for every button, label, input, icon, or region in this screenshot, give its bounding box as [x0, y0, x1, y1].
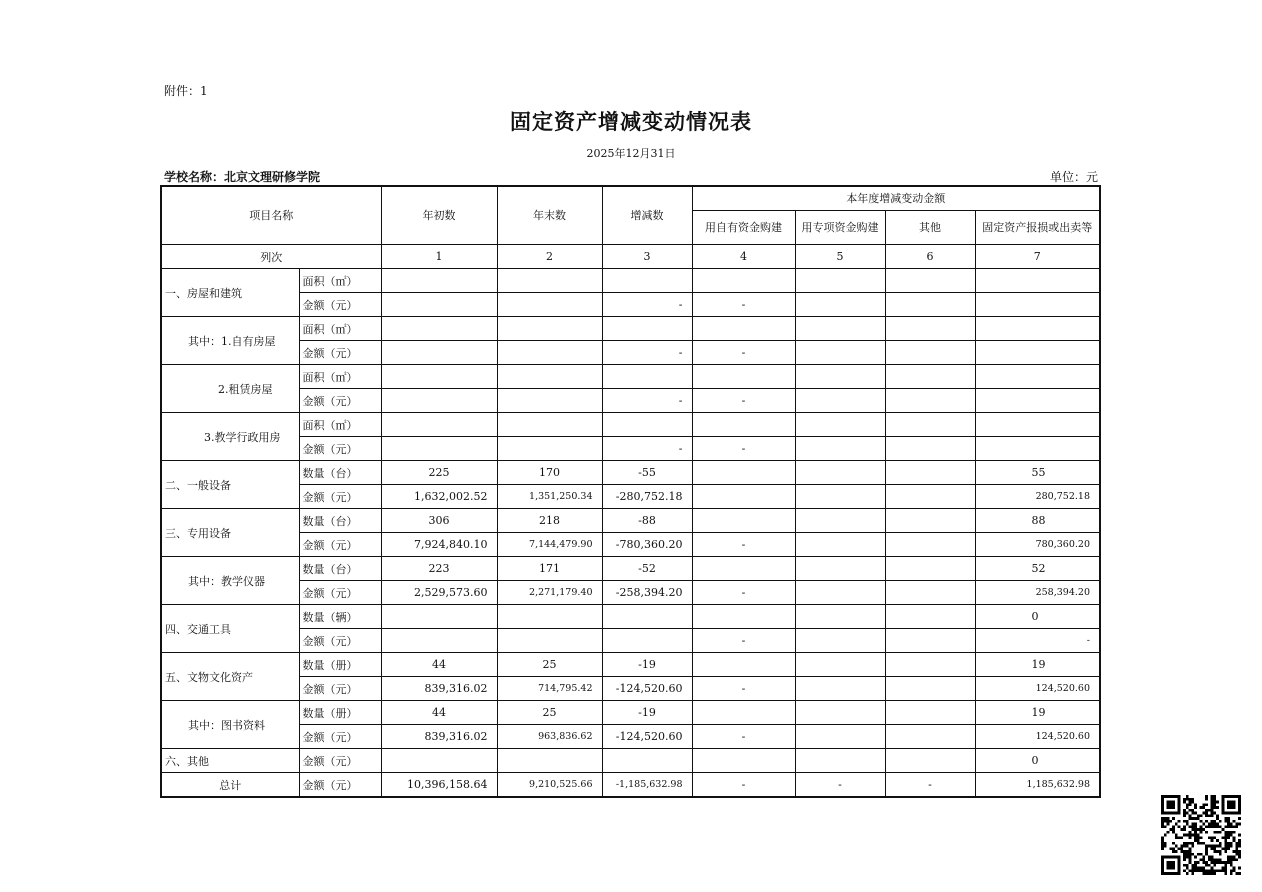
cell-other — [885, 749, 975, 773]
row-unit: 金额（元） — [299, 485, 381, 509]
table-row — [161, 581, 1100, 605]
table-row — [161, 701, 1100, 725]
cell-special-funds — [795, 389, 885, 413]
cell-start: 839,316.02 — [381, 725, 497, 749]
cell-own-funds — [692, 461, 795, 485]
cell-other — [885, 437, 975, 461]
page-title: 固定资产增减变动情况表 — [510, 109, 752, 134]
cell-disposal — [975, 389, 1100, 413]
cell-start: 44 — [381, 653, 497, 677]
cell-change — [602, 749, 692, 773]
column-index-row — [161, 245, 1100, 269]
table-row — [161, 677, 1100, 701]
table-row — [161, 269, 1100, 293]
cell-change — [602, 629, 692, 653]
cell-start — [381, 413, 497, 437]
cell-change — [602, 269, 692, 293]
row-unit: 面积（㎡） — [299, 365, 381, 389]
currency-unit: 单位：元 — [1049, 170, 1098, 184]
cell-change: -19 — [602, 653, 692, 677]
cell-change: -258,394.20 — [602, 581, 692, 605]
school-name: 学校名称：北京文理研修学院 — [164, 170, 321, 184]
table-row — [161, 389, 1100, 413]
cell-end: 25 — [497, 701, 602, 725]
header-own-funds: 用自有资金购建 — [692, 211, 795, 245]
cell-end — [497, 365, 602, 389]
table-row — [161, 461, 1100, 485]
row-unit: 金额（元） — [299, 293, 381, 317]
cell-disposal: 0 — [975, 605, 1100, 629]
cell-special-funds — [795, 437, 885, 461]
cell-own-funds: - — [692, 581, 795, 605]
header-end: 年末数 — [497, 186, 602, 245]
cell-change — [602, 317, 692, 341]
cell-end: 963,836.62 — [497, 725, 602, 749]
cell-other — [885, 533, 975, 557]
table-row — [161, 749, 1100, 773]
cell-special-funds — [795, 293, 885, 317]
table-row — [161, 509, 1100, 533]
cell-start — [381, 629, 497, 653]
cell-start — [381, 605, 497, 629]
col-index-1: 1 — [381, 245, 497, 269]
table-row — [161, 605, 1100, 629]
cell-change — [602, 605, 692, 629]
cell-start: 223 — [381, 557, 497, 581]
row-name: 五、文物文化资产 — [161, 653, 299, 701]
cell-end: 9,210,525.66 — [497, 773, 602, 798]
table-row — [161, 629, 1100, 653]
cell-end — [497, 317, 602, 341]
cell-end — [497, 413, 602, 437]
cell-other — [885, 341, 975, 365]
cell-special-funds — [795, 629, 885, 653]
table-row — [161, 653, 1100, 677]
cell-disposal — [975, 317, 1100, 341]
cell-disposal: 780,360.20 — [975, 533, 1100, 557]
cell-change: -124,520.60 — [602, 725, 692, 749]
row-name: 六、其他 — [161, 749, 299, 773]
cell-disposal: 88 — [975, 509, 1100, 533]
cell-change: - — [602, 341, 692, 365]
row-unit: 金额（元） — [299, 581, 381, 605]
row-unit: 金额（元） — [299, 677, 381, 701]
row-name: 2.租赁房屋 — [161, 365, 299, 413]
header-other: 其他 — [885, 211, 975, 245]
cell-start: 2,529,573.60 — [381, 581, 497, 605]
cell-other — [885, 653, 975, 677]
cell-disposal — [975, 341, 1100, 365]
cell-change: - — [602, 437, 692, 461]
cell-own-funds — [692, 317, 795, 341]
cell-own-funds — [692, 605, 795, 629]
cell-special-funds — [795, 341, 885, 365]
cell-end: 2,271,179.40 — [497, 581, 602, 605]
cell-special-funds — [795, 581, 885, 605]
cell-start: 1,632,002.52 — [381, 485, 497, 509]
cell-own-funds — [692, 653, 795, 677]
cell-other — [885, 365, 975, 389]
cell-disposal — [975, 365, 1100, 389]
table-row — [161, 317, 1100, 341]
cell-special-funds — [795, 605, 885, 629]
cell-disposal: - — [975, 629, 1100, 653]
header-start: 年初数 — [381, 186, 497, 245]
row-name: 二、一般设备 — [161, 461, 299, 509]
cell-end — [497, 605, 602, 629]
row-unit: 金额（元） — [299, 773, 381, 798]
table-row — [161, 293, 1100, 317]
row-unit: 数量（册） — [299, 701, 381, 725]
cell-other — [885, 485, 975, 509]
col-index-6: 6 — [885, 245, 975, 269]
cell-end — [497, 341, 602, 365]
cell-special-funds: - — [795, 773, 885, 798]
row-name: 三、专用设备 — [161, 509, 299, 557]
cell-disposal — [975, 413, 1100, 437]
cell-own-funds: - — [692, 629, 795, 653]
col-index-3: 3 — [602, 245, 692, 269]
cell-special-funds — [795, 485, 885, 509]
row-name: 一、房屋和建筑 — [161, 269, 299, 317]
cell-special-funds — [795, 509, 885, 533]
cell-change: - — [602, 293, 692, 317]
cell-own-funds: - — [692, 389, 795, 413]
row-unit: 金额（元） — [299, 341, 381, 365]
row-unit: 金额（元） — [299, 389, 381, 413]
cell-own-funds — [692, 365, 795, 389]
row-unit: 金额（元） — [299, 629, 381, 653]
row-unit: 数量（台） — [299, 509, 381, 533]
row-unit: 数量（台） — [299, 557, 381, 581]
cell-start: 44 — [381, 701, 497, 725]
table-row — [161, 485, 1100, 509]
table-row — [161, 341, 1100, 365]
cell-change: -280,752.18 — [602, 485, 692, 509]
cell-start — [381, 341, 497, 365]
cell-special-funds — [795, 749, 885, 773]
cell-other — [885, 317, 975, 341]
cell-change: -55 — [602, 461, 692, 485]
table-row — [161, 533, 1100, 557]
cell-disposal: 19 — [975, 653, 1100, 677]
qr-code-icon — [1161, 795, 1241, 875]
cell-special-funds — [795, 701, 885, 725]
row-unit: 数量（册） — [299, 653, 381, 677]
header-disposal: 固定资产报损或出卖等 — [975, 211, 1100, 245]
cell-own-funds — [692, 509, 795, 533]
cell-change: -52 — [602, 557, 692, 581]
cell-special-funds — [795, 725, 885, 749]
cell-disposal: 0 — [975, 749, 1100, 773]
cell-other — [885, 629, 975, 653]
row-name: 其中：1.自有房屋 — [161, 317, 299, 365]
cell-own-funds: - — [692, 293, 795, 317]
cell-end: 171 — [497, 557, 602, 581]
cell-start: 306 — [381, 509, 497, 533]
table-row — [161, 725, 1100, 749]
cell-change: -780,360.20 — [602, 533, 692, 557]
cell-special-funds — [795, 317, 885, 341]
cell-special-funds — [795, 677, 885, 701]
row-name: 总计 — [161, 773, 299, 798]
cell-change: -124,520.60 — [602, 677, 692, 701]
cell-start — [381, 317, 497, 341]
cell-end — [497, 389, 602, 413]
cell-change: -88 — [602, 509, 692, 533]
cell-other: - — [885, 773, 975, 798]
cell-other — [885, 509, 975, 533]
col-index-2: 2 — [497, 245, 602, 269]
cell-own-funds: - — [692, 341, 795, 365]
cell-change — [602, 413, 692, 437]
cell-start: 839,316.02 — [381, 677, 497, 701]
row-name: 四、交通工具 — [161, 605, 299, 653]
col-index-label: 列次 — [161, 245, 381, 269]
col-index-5: 5 — [795, 245, 885, 269]
cell-start — [381, 389, 497, 413]
cell-own-funds: - — [692, 773, 795, 798]
cell-own-funds — [692, 269, 795, 293]
header-row-1 — [161, 186, 1100, 211]
fixed-asset-table — [160, 185, 1101, 798]
cell-own-funds — [692, 485, 795, 509]
table-row — [161, 437, 1100, 461]
cell-end — [497, 629, 602, 653]
cell-start — [381, 365, 497, 389]
cell-disposal: 124,520.60 — [975, 725, 1100, 749]
cell-special-funds — [795, 653, 885, 677]
cell-disposal: 1,185,632.98 — [975, 773, 1100, 798]
cell-change: - — [602, 389, 692, 413]
cell-other — [885, 605, 975, 629]
cell-disposal: 52 — [975, 557, 1100, 581]
cell-own-funds: - — [692, 533, 795, 557]
cell-start: 225 — [381, 461, 497, 485]
report-date: 2025年12月31日 — [586, 147, 676, 160]
cell-own-funds: - — [692, 725, 795, 749]
cell-disposal — [975, 437, 1100, 461]
cell-end: 25 — [497, 653, 602, 677]
cell-other — [885, 461, 975, 485]
cell-own-funds — [692, 749, 795, 773]
cell-other — [885, 413, 975, 437]
cell-own-funds — [692, 557, 795, 581]
cell-own-funds: - — [692, 677, 795, 701]
cell-other — [885, 701, 975, 725]
cell-start — [381, 293, 497, 317]
cell-end — [497, 269, 602, 293]
cell-special-funds — [795, 461, 885, 485]
cell-start: 7,924,840.10 — [381, 533, 497, 557]
header-item: 项目名称 — [161, 186, 381, 245]
cell-end: 170 — [497, 461, 602, 485]
total-row — [161, 773, 1100, 798]
cell-change: -1,185,632.98 — [602, 773, 692, 798]
table-row — [161, 365, 1100, 389]
header-special-funds: 用专项资金购建 — [795, 211, 885, 245]
cell-start — [381, 269, 497, 293]
row-unit: 数量（台） — [299, 461, 381, 485]
cell-end: 7,144,479.90 — [497, 533, 602, 557]
row-name: 其中：图书资料 — [161, 701, 299, 749]
cell-other — [885, 293, 975, 317]
cell-disposal: 55 — [975, 461, 1100, 485]
cell-change — [602, 365, 692, 389]
cell-disposal: 258,394.20 — [975, 581, 1100, 605]
cell-disposal — [975, 293, 1100, 317]
cell-other — [885, 557, 975, 581]
cell-start — [381, 749, 497, 773]
cell-special-funds — [795, 365, 885, 389]
cell-end — [497, 293, 602, 317]
row-name: 其中：教学仪器 — [161, 557, 299, 605]
header-change: 增减数 — [602, 186, 692, 245]
row-unit: 金额（元） — [299, 749, 381, 773]
cell-special-funds — [795, 557, 885, 581]
row-name: 3.教学行政用房 — [161, 413, 299, 461]
attachment-label: 附件：1 — [164, 84, 208, 98]
row-unit: 金额（元） — [299, 725, 381, 749]
cell-own-funds — [692, 413, 795, 437]
cell-end: 714,795.42 — [497, 677, 602, 701]
cell-disposal: 19 — [975, 701, 1100, 725]
table-row — [161, 557, 1100, 581]
row-unit: 金额（元） — [299, 437, 381, 461]
cell-disposal — [975, 269, 1100, 293]
cell-disposal: 124,520.60 — [975, 677, 1100, 701]
cell-start — [381, 437, 497, 461]
cell-disposal: 280,752.18 — [975, 485, 1100, 509]
col-index-4: 4 — [692, 245, 795, 269]
cell-own-funds: - — [692, 437, 795, 461]
row-unit: 面积（㎡） — [299, 317, 381, 341]
row-unit: 数量（辆） — [299, 605, 381, 629]
cell-other — [885, 389, 975, 413]
col-index-7: 7 — [975, 245, 1100, 269]
cell-end: 218 — [497, 509, 602, 533]
cell-end — [497, 437, 602, 461]
cell-other — [885, 581, 975, 605]
row-unit: 金额（元） — [299, 533, 381, 557]
row-unit: 面积（㎡） — [299, 269, 381, 293]
table-row — [161, 413, 1100, 437]
cell-special-funds — [795, 269, 885, 293]
row-unit: 面积（㎡） — [299, 413, 381, 437]
cell-other — [885, 677, 975, 701]
cell-special-funds — [795, 533, 885, 557]
cell-start: 10,396,158.64 — [381, 773, 497, 798]
header-group: 本年度增减变动金额 — [692, 186, 1100, 211]
cell-end — [497, 749, 602, 773]
cell-end: 1,351,250.34 — [497, 485, 602, 509]
cell-special-funds — [795, 413, 885, 437]
cell-change: -19 — [602, 701, 692, 725]
cell-other — [885, 269, 975, 293]
cell-own-funds — [692, 701, 795, 725]
cell-other — [885, 725, 975, 749]
